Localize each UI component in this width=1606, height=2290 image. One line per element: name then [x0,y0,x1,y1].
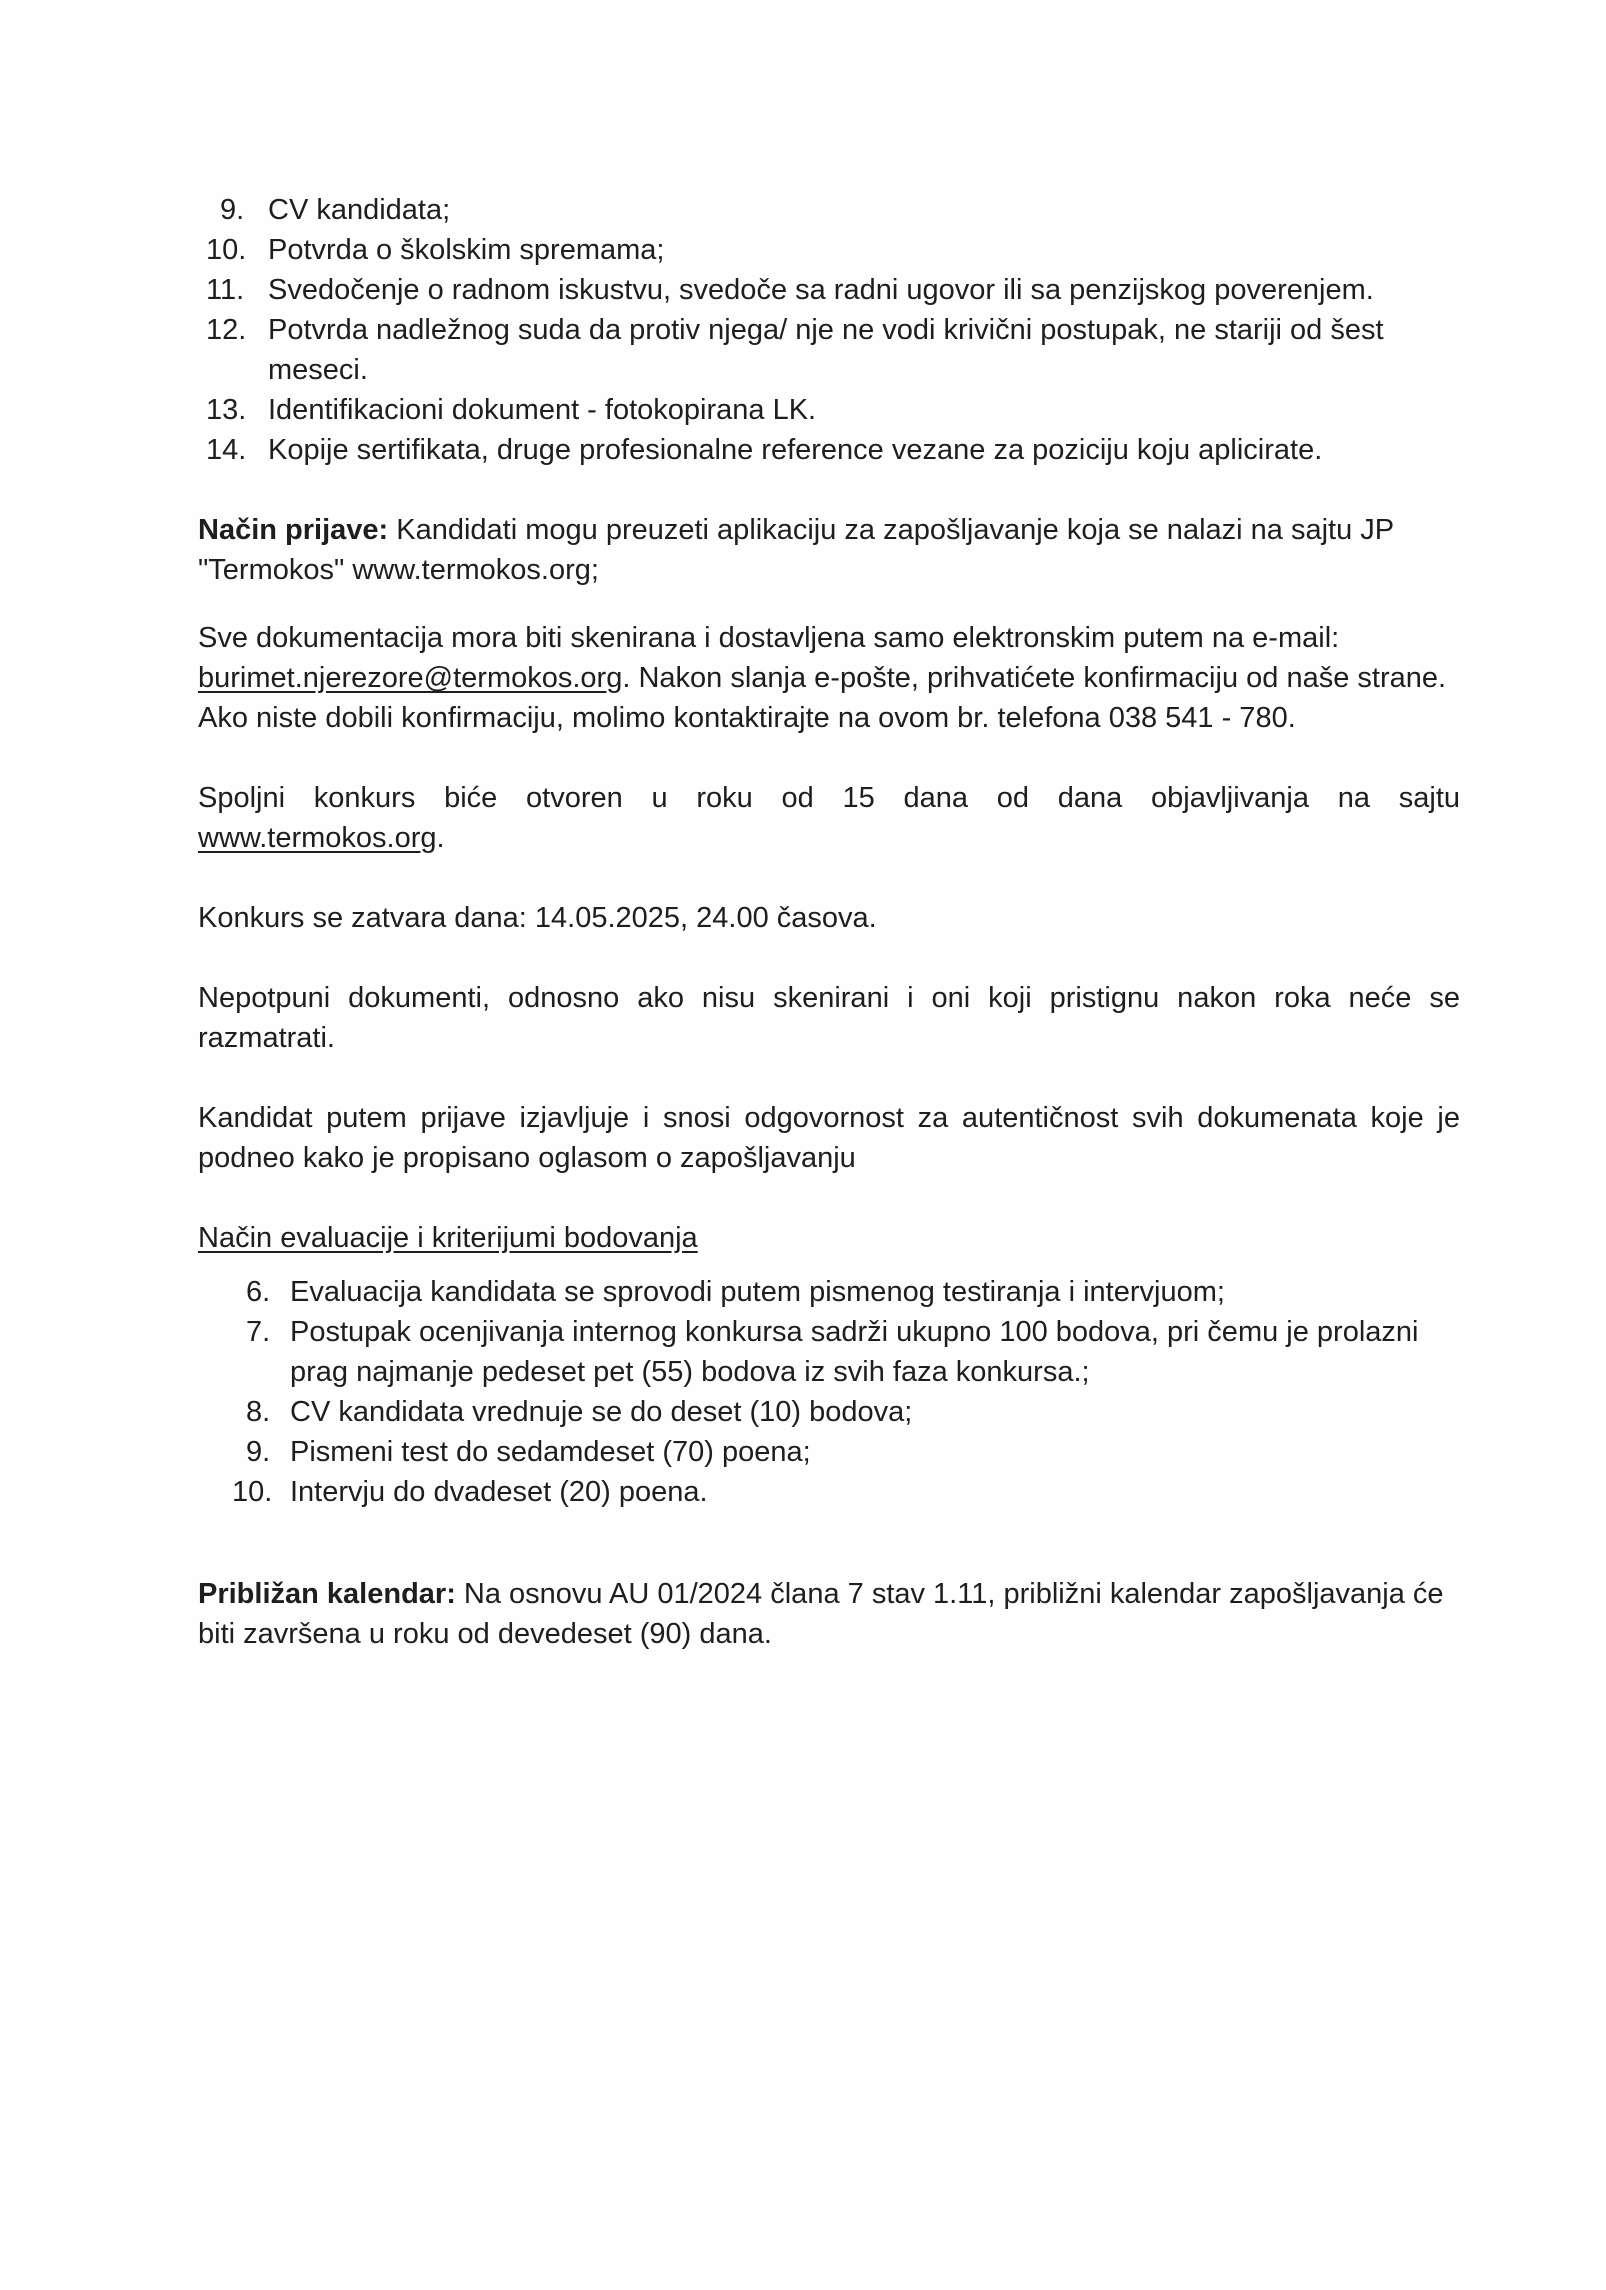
list-item [246,1312,1460,1392]
list-item-number: 10. [206,234,247,266]
document-body [198,190,1460,1654]
list-item-text: Potvrda nadležnog suda da protiv njega/ nje ne vodi krivični postupak, ne stariji od šest meseci. [268,314,1384,386]
list-item-number: 14. [206,434,247,466]
list-item [246,1392,1460,1432]
list-item-text: Kopije sertifikata, druge profesionalne reference vezane za poziciju koju aplicirate. [268,434,1323,466]
list-item [198,430,1460,470]
list-item [198,390,1460,430]
external-contest-link-line [198,818,1460,858]
documentation-paragraph [198,618,1460,738]
documentation-text: Sve dokumentacija mora biti skenirana i dostavljena samo elektronskim putem na e-mail: [198,622,1340,654]
external-contest-text: Spoljni konkurs biće otvoren u roku od 15 dana od dana objavljivanja na sajtu [198,782,1460,814]
list-item-text: CV kandidata vrednuje se do deset (10) bodova; [290,1396,913,1428]
declaration-paragraph: Kandidat putem prijave izjavljuje i snosi odgovornost za autentičnost svih dokumenata koje je podneo kako je propisano oglasom o zapošljavanju [198,1102,1460,1174]
application-method-paragraph [198,510,1460,590]
list-item [198,230,1460,270]
list-item-number: 13. [206,394,247,426]
list-item [198,310,1460,390]
list-item-number: 9. [220,194,245,226]
list-item-text: Potvrda o školskim spremama; [268,234,665,266]
email-link[interactable]: burimet.njerezore@termokos.org [198,662,623,694]
list-item [232,1472,1460,1512]
application-method-text: Kandidati mogu preuzeti aplikaciju za zapošljavanje koja se nalazi na sajtu JP "Termokos" www.termokos.org; [198,514,1394,586]
list-item-text: Postupak ocenjivanja internog konkursa sadrži ukupno 100 bodova, pri čemu je prolazni prag najmanje pedeset pet (55) bodova iz svih faza konkursa.; [290,1316,1419,1388]
list-item [198,190,1460,230]
calendar-text: Na osnovu AU 01/2024 člana 7 stav 1.11, približni kalendar zapošljavanja će biti završena u roku od devedeset (90) dana. [198,1578,1444,1650]
application-method-label: Način prijave: [198,514,389,546]
evaluation-heading: Način evaluacije i kriterijumi bodovanja [198,1222,698,1254]
required-documents-list [198,190,1460,470]
list-item-number: 10. [232,1476,273,1508]
list-item [198,270,1460,310]
list-item-number: 11. [206,274,245,306]
website-link[interactable]: www.termokos.org [198,822,437,854]
list-item [246,1272,1460,1312]
calendar-label: Približan kalendar: [198,1578,456,1610]
list-item-number: 12. [206,314,247,346]
list-item-number: 9. [246,1436,271,1468]
list-item-text: Intervju do dvadeset (20) poena. [290,1476,708,1508]
incomplete-documents-paragraph: Nepotpuni dokumenti, odnosno ako nisu skenirani i oni koji pristignu nakon roka neće se razmatrati. [198,982,1460,1054]
list-item-text: Evaluacija kandidata se sprovodi putem pismenog testiranja i intervjuom; [290,1276,1225,1308]
list-item-text: Svedočenje o radnom iskustvu, svedoče sa radni ugovor ili sa penzijskog poverenjem. [268,274,1374,306]
calendar-paragraph [198,1574,1460,1654]
closing-date-paragraph: Konkurs se zatvara dana: 14.05.2025, 24.00 časova. [198,902,877,934]
list-item-text: CV kandidata; [268,194,451,226]
list-item-number: 6. [246,1276,271,1308]
list-item [246,1432,1460,1472]
evaluation-criteria-list [232,1272,1460,1512]
list-item-number: 7. [246,1316,271,1348]
list-item-text: Pismeni test do sedamdeset (70) poena; [290,1436,811,1468]
list-item-number: 8. [246,1396,271,1428]
external-contest-paragraph [198,778,1460,818]
list-item-text: Identifikacioni dokument - fotokopirana LK. [268,394,817,426]
external-contest-after: . [436,822,445,854]
documentation-text-after: . Nakon slanja e-pošte, prihvatićete konfirmaciju od naše strane. Ako niste dobili konfirmaciju, molimo kontaktirajte na ovom br. telefona 038 541 - 780. [198,662,1447,734]
